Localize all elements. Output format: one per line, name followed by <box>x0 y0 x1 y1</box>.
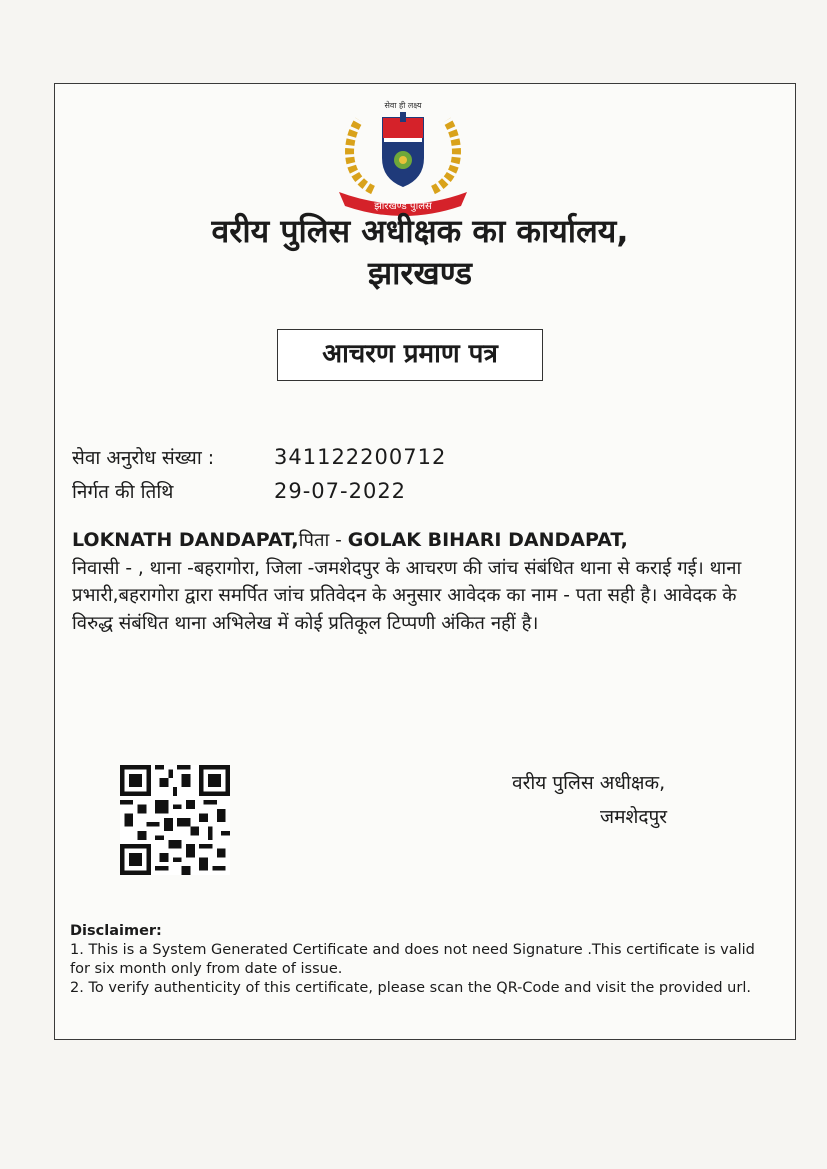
certificate-title: आचरण प्रमाण पत्र <box>277 329 543 381</box>
emblem-ribbon-text: झारखण्ड पुलिस <box>374 201 432 212</box>
office-heading <box>90 210 750 294</box>
signatory-city: जमशेदपुर <box>600 806 668 828</box>
father-name: GOLAK BIHARI DANDAPAT, <box>347 529 628 551</box>
disclaimer-heading: Disclaimer: <box>70 923 162 939</box>
disclaimer <box>70 922 770 998</box>
certificate-text: निवासी - , थाना -बहरागोरा, जिला -जमशेदपुर के आचरण की जांच संबंधित थाना से कराई गई। थाना प्रभारी,बहरागोरा द्वारा समर्पित जांच प्रतिवेदन के अनुसार आवेदक का नाम - पता सही है। आवेदक के विरुद्ध संबंधित थाना अभिलेख में कोई प्रतिकूल टिप्पणी अंकित नहीं है। <box>72 557 742 634</box>
request-number-label: सेवा अनुरोध संख्या : <box>72 447 215 469</box>
jharkhand-police-emblem <box>333 98 473 220</box>
verification-qr-code[interactable] <box>120 765 230 875</box>
issue-date-value: 29-07-2022 <box>274 479 407 503</box>
signatory-designation: वरीय पुलिस अधीक्षक, <box>512 772 666 794</box>
disclaimer-point-2: 2. To verify authenticity of this certificate, please scan the QR-Code and visit the provided url. <box>70 980 751 996</box>
emblem-motto-text: सेवा ही लक्ष्य <box>384 101 422 110</box>
signatory-block <box>512 766 667 834</box>
office-line-1: वरीय पुलिस अधीक्षक का कार्यालय, <box>211 212 629 250</box>
request-number-value: 341122200712 <box>274 445 447 469</box>
applicant-name: LOKNATH DANDAPAT, <box>72 529 299 551</box>
disclaimer-point-1: 1. This is a System Generated Certificate and does not need Signature .This certificate is valid for six month only from date of issue. <box>70 942 755 977</box>
request-number-row <box>72 444 446 470</box>
issue-date-label: निर्गत की तिथि <box>72 481 174 503</box>
certificate-body <box>72 527 772 637</box>
father-label: पिता - <box>298 530 348 551</box>
office-line-2: झारखण्ड <box>367 254 473 292</box>
issue-date-row <box>72 478 406 504</box>
